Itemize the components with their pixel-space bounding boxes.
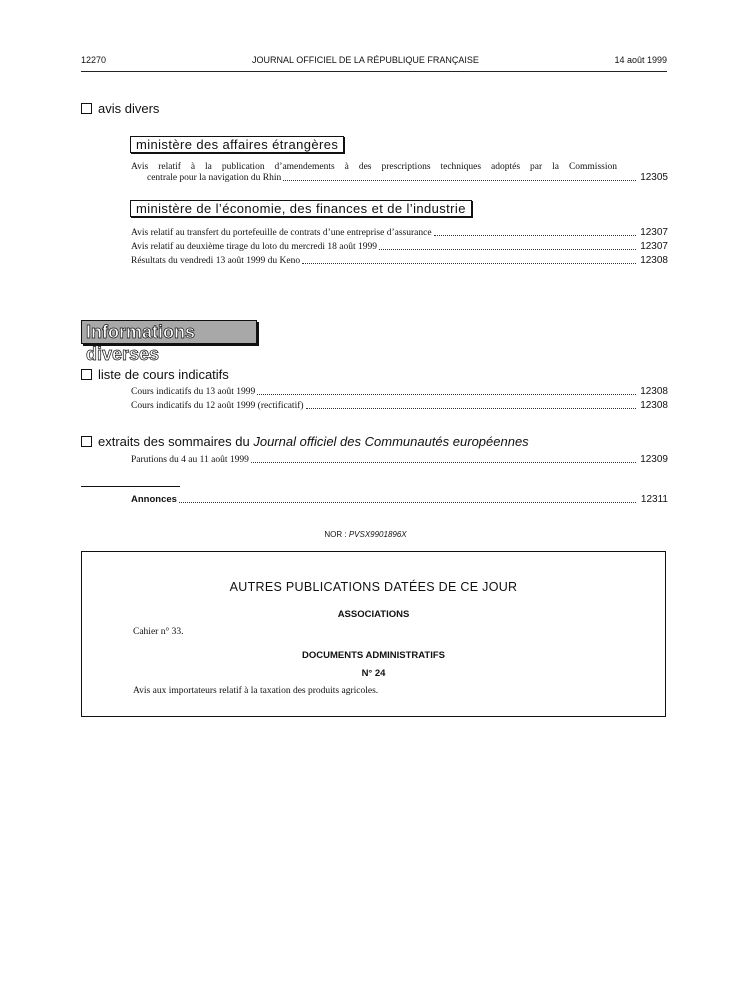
journal-title: JOURNAL OFFICIEL DE LA RÉPUBLIQUE FRANÇAISE bbox=[252, 55, 479, 65]
annonces-row: Annonces 12311 bbox=[131, 494, 668, 505]
page-ref: 12307 bbox=[640, 227, 668, 238]
list-item: centrale pour la navigation du Rhin 12305 bbox=[147, 172, 668, 183]
list-item: Cours indicatifs du 13 août 1999 12308 bbox=[131, 386, 668, 397]
list-item: Cours indicatifs du 12 août 1999 (rectificatif) 12308 bbox=[131, 400, 668, 411]
cahier-text: Cahier n° 33. bbox=[133, 627, 184, 637]
list-item: Avis relatif au transfert du portefeuille de contrats d’une entreprise d’assurance 12307 bbox=[131, 227, 668, 238]
checkbox-square-icon bbox=[81, 369, 92, 380]
section-heading: avis divers bbox=[98, 101, 160, 116]
list-item: Avis relatif au deuxième tirage du loto du mercredi 18 août 1999 12307 bbox=[131, 241, 668, 252]
page-ref: 12305 bbox=[640, 172, 668, 183]
nor-reference: NOR : PVSX9901896X bbox=[324, 530, 407, 539]
documents-number: N° 24 bbox=[361, 668, 386, 679]
section-heading: liste de cours indicatifs bbox=[98, 367, 229, 382]
page-ref: 12309 bbox=[640, 454, 668, 465]
header-rule bbox=[81, 71, 667, 72]
page-ref: 12308 bbox=[640, 400, 668, 411]
ministry-heading: ministère de l’économie, des finances et de l’industrie bbox=[130, 200, 472, 217]
section-extraits: extraits des sommaires du Journal officiel des Communautés européennes bbox=[81, 434, 529, 449]
autres-publications-box bbox=[81, 551, 666, 717]
separator-rule bbox=[81, 486, 180, 487]
checkbox-square-icon bbox=[81, 103, 92, 114]
section-cours-indicatifs bbox=[81, 367, 229, 382]
header-date: 14 août 1999 bbox=[614, 55, 667, 65]
documents-heading: DOCUMENTS ADMINISTRATIFS bbox=[301, 650, 446, 661]
page-ref: 12308 bbox=[640, 386, 668, 397]
box-title: AUTRES PUBLICATIONS DATÉES DE CE JOUR bbox=[229, 580, 518, 594]
list-item: Parutions du 4 au 11 août 1999 12309 bbox=[131, 454, 668, 465]
ministry-heading: ministère des affaires étrangères bbox=[130, 136, 344, 153]
section-avis-divers bbox=[81, 101, 159, 116]
page-ref: 12311 bbox=[640, 494, 668, 505]
documents-text: Avis aux importateurs relatif à la taxation des produits agricoles. bbox=[133, 686, 379, 696]
associations-heading: ASSOCIATIONS bbox=[337, 609, 410, 620]
page-ref: 12307 bbox=[640, 241, 668, 252]
page-number: 12270 bbox=[81, 55, 107, 65]
page-ref: 12308 bbox=[640, 255, 668, 266]
list-item: Avis relatif à la publication d’amendements à des prescriptions techniques adoptés par la Commission bbox=[131, 162, 617, 172]
list-item: Résultats du vendredi 13 août 1999 du Keno 12308 bbox=[131, 255, 668, 266]
informations-diverses-banner: Informations diverses bbox=[81, 320, 257, 344]
checkbox-square-icon bbox=[81, 436, 92, 447]
